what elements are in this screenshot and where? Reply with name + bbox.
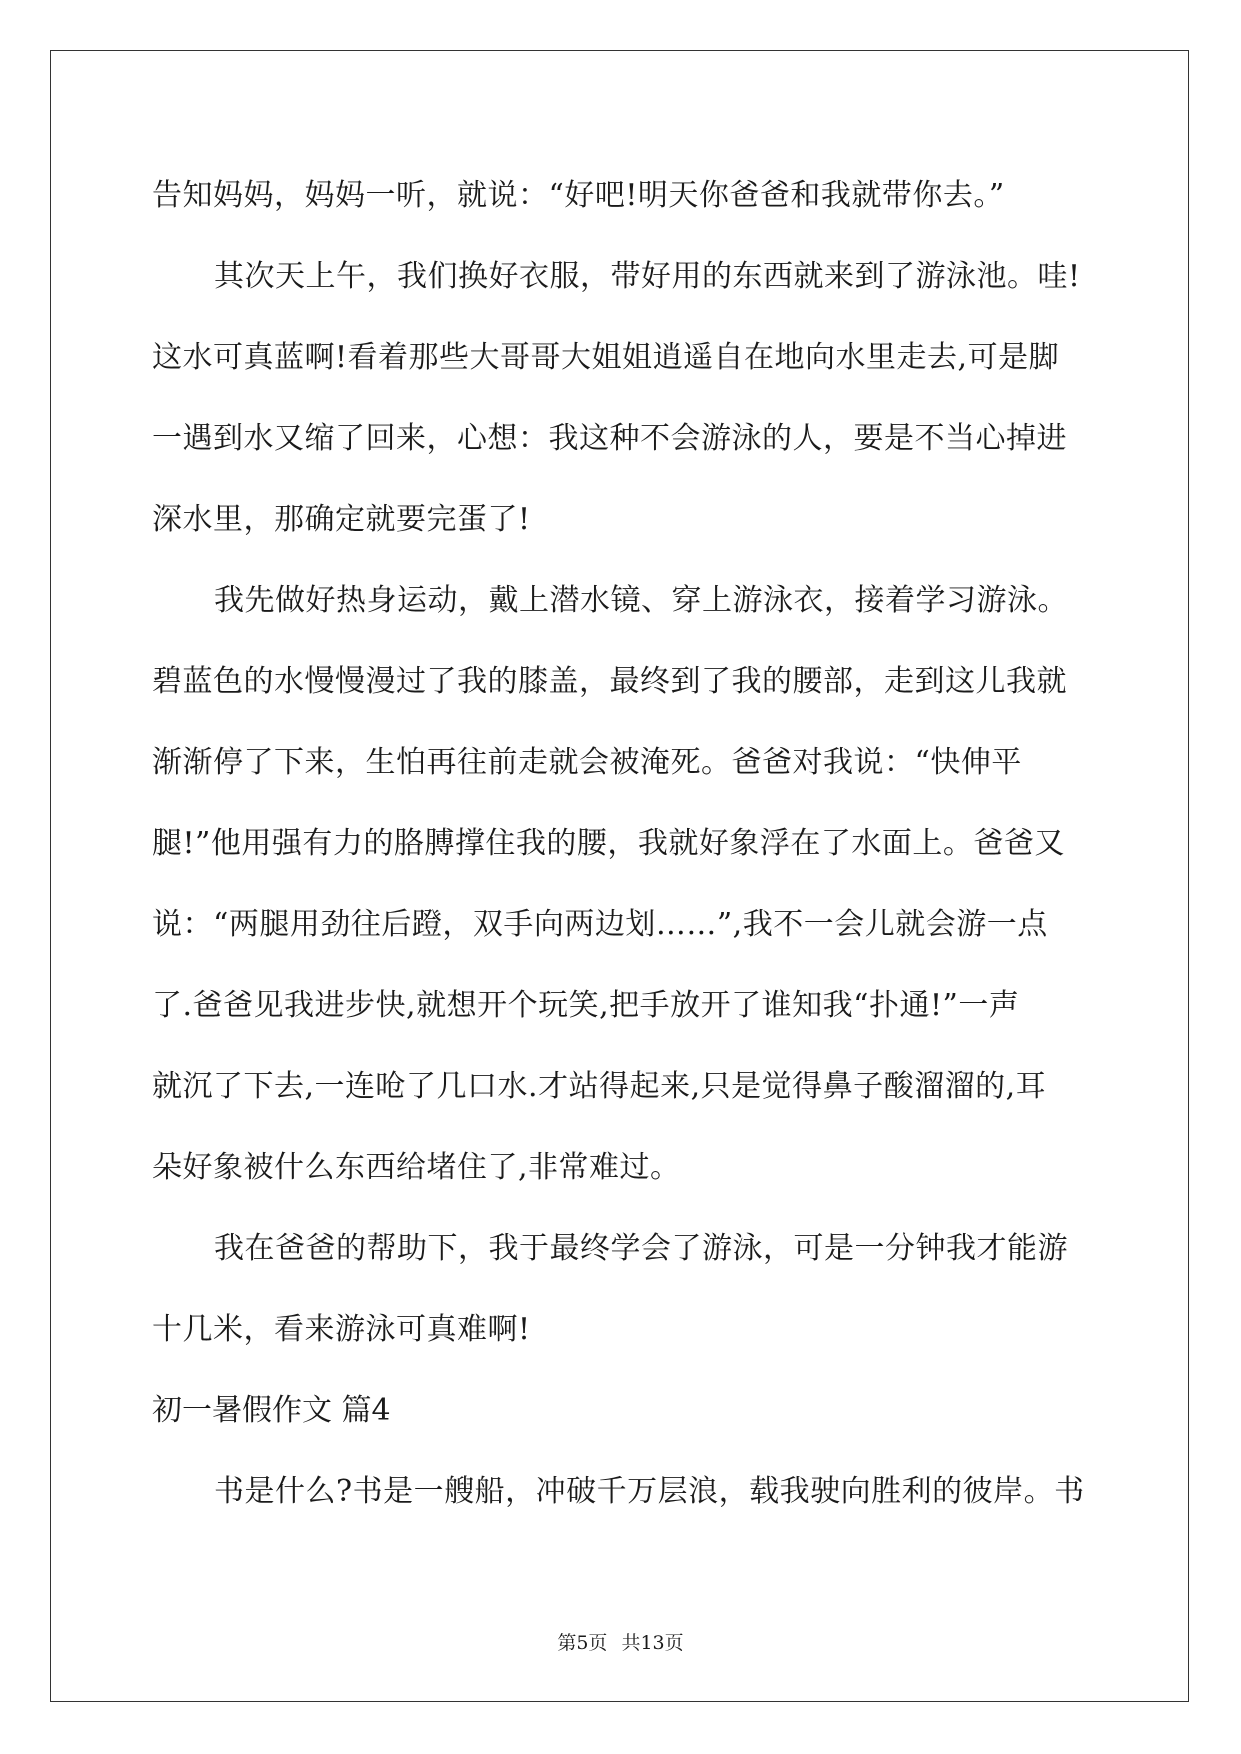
text-line: 我在爸爸的帮助下，我于最终学会了游泳，可是一分钟我才能游 <box>214 1231 1068 1266</box>
document-body <box>152 155 1092 1532</box>
text-line: 其次天上午，我们换好衣服，带好用的东西就来到了游泳池。哇! <box>214 259 1081 294</box>
page-total: 共13页 <box>621 1632 684 1654</box>
section-heading: 初一暑假作文 篇4 <box>152 1393 391 1428</box>
text-line: 腿!”他用强有力的胳膊撑住我的腰，我就好象浮在了水面上。爸爸又 <box>152 826 1065 861</box>
text-line: 深水里，那确定就要完蛋了! <box>152 502 531 537</box>
text-line: 渐渐停了下来，生怕再往前走就会被淹死。爸爸对我说：“快伸平 <box>152 745 1022 780</box>
page-number: 第5页 <box>557 1632 608 1654</box>
text-line: 我先做好热身运动，戴上潜水镜、穿上游泳衣，接着学习游泳。 <box>214 583 1068 618</box>
page-footer <box>0 1628 1241 1655</box>
text-line: 碧蓝色的水慢慢漫过了我的膝盖，最终到了我的腰部，走到这儿我就 <box>152 664 1067 699</box>
text-line: 了.爸爸见我进步快,就想开个玩笑,把手放开了谁知我“扑通!”一声 <box>152 988 1020 1023</box>
text-line: 一遇到水又缩了回来，心想：我这种不会游泳的人，要是不当心掉进 <box>152 421 1067 456</box>
text-line: 告知妈妈，妈妈一听，就说：“好吧!明天你爸爸和我就带你去。” <box>152 178 1005 213</box>
text-line: 说：“两腿用劲往后蹬，双手向两边划……”,我不一会儿就会游一点 <box>152 907 1048 942</box>
text-line: 十几米，看来游泳可真难啊! <box>152 1312 531 1347</box>
text-line: 书是什么?书是一艘船，冲破千万层浪，载我驶向胜利的彼岸。书 <box>214 1474 1085 1509</box>
text-line: 朵好象被什么东西给堵住了,非常难过。 <box>152 1150 681 1185</box>
text-line: 就沉了下去,一连呛了几口水.才站得起来,只是觉得鼻子酸溜溜的,耳 <box>152 1069 1047 1104</box>
text-line: 这水可真蓝啊!看着那些大哥哥大姐姐逍遥自在地向水里走去,可是脚 <box>152 340 1060 375</box>
